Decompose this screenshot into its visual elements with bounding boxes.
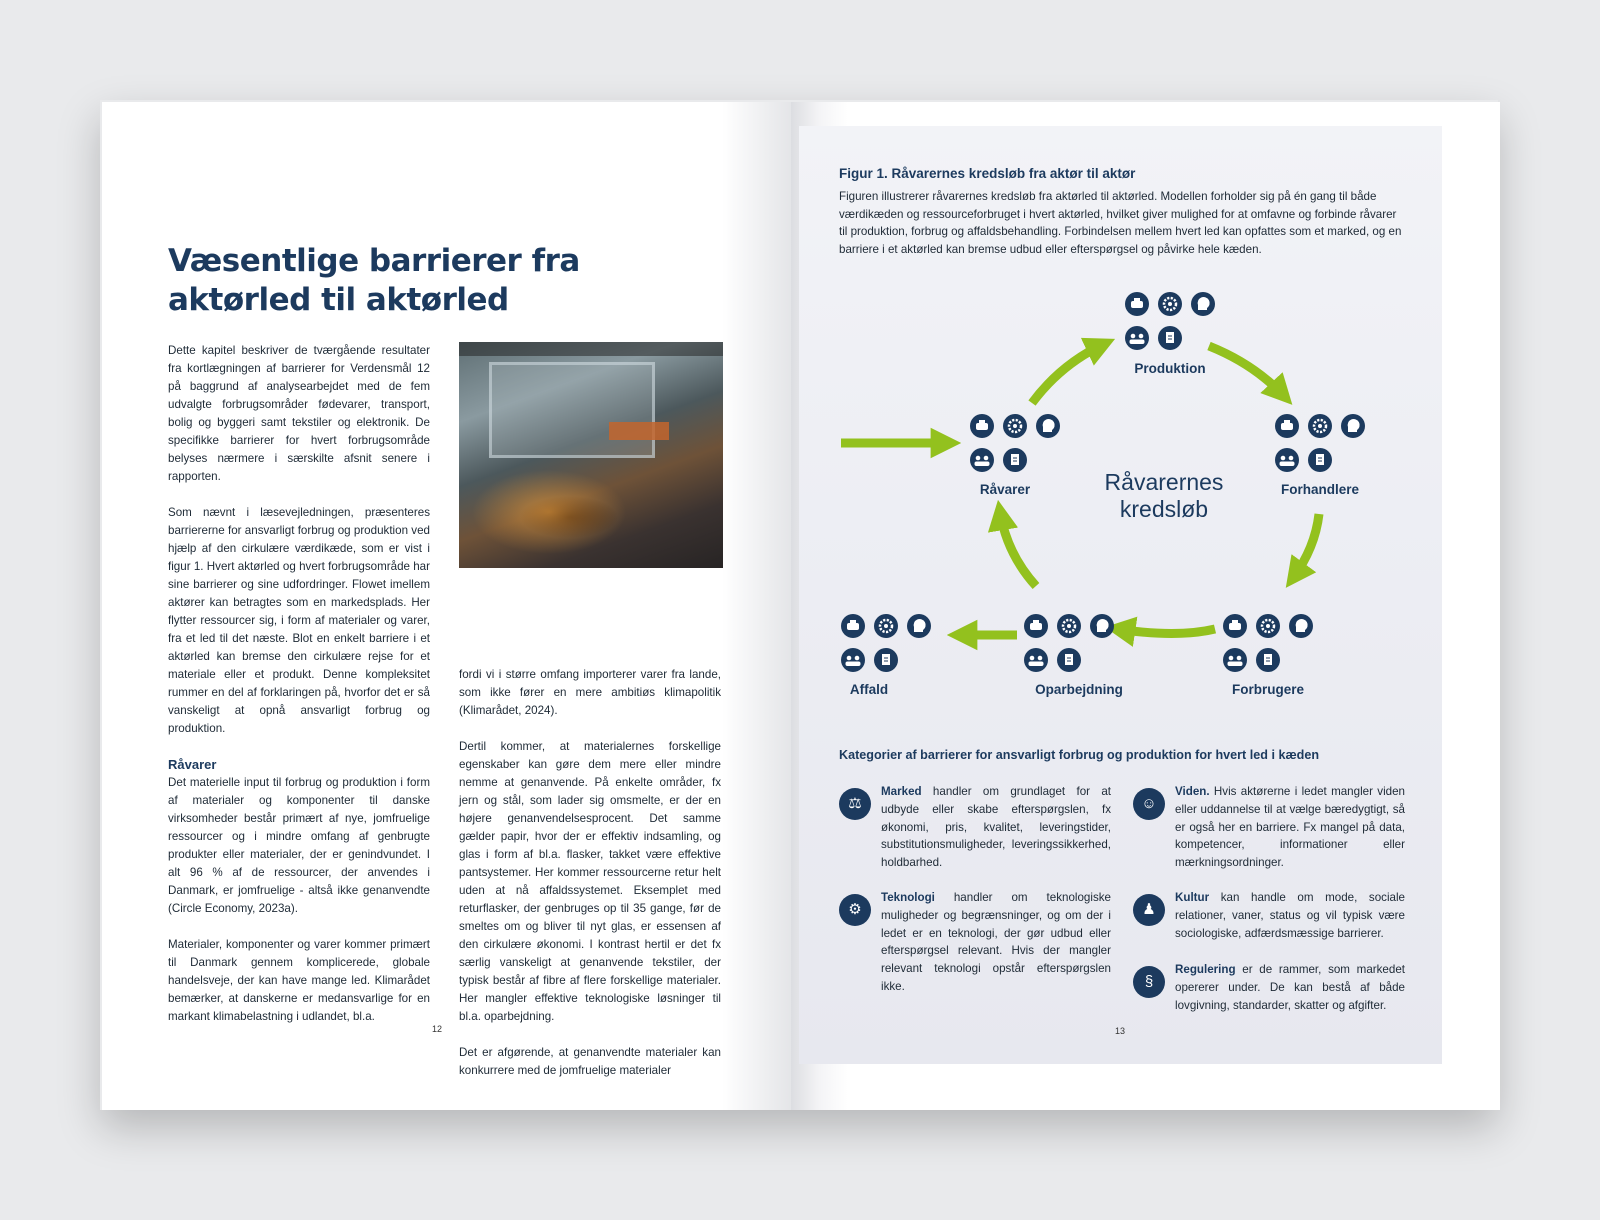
right-page (791, 102, 1500, 1110)
page-number: 12 (432, 1024, 443, 1034)
factory-photo (459, 342, 723, 568)
category-regulering: Regulering er de rammer, som markedet opererer under. De kan bestå af både lovgivning, standarder, skatter og afgifter. (1175, 963, 1405, 1012)
chapter-heading: Væsentlige barrierer fra aktørled til aktørled (168, 243, 580, 318)
paragraph: Materialer, komponenter og varer kommer primært til Danmark gennem komplicerede, globale handelsveje, der kan have mange led. Klimarådet bemærker, at danskerne er medansvarlige for en markant klimabelastning i udlandet, bl.a. (168, 938, 430, 1023)
left-column-2 (459, 666, 721, 1098)
label-affald: Affald (849, 682, 889, 697)
scale-icon: ⚖ (839, 788, 871, 820)
left-page (102, 102, 791, 1110)
paragraph: Dette kapitel beskriver de tværgående resultater fra kortlægningen af barrierer for Verdensmål 12 på baggrund af analysearbejdet med de fem udvalgte forbrugsområder fødevarer, transport, bolig og byggeri samt tekstiler og elektronik. De specifikke barrierer for hvert forbrugsområde belyses nærmere i særskilte afsnit senere i rapporten. (168, 344, 430, 483)
label-produktion: Produktion (1134, 361, 1206, 376)
node-oparbejdning (1024, 614, 1114, 672)
paragraph: Det er afgørende, at genanvendte materialer kan konkurrere med de jomfruelige materialer (459, 1046, 721, 1077)
arrow-forhandlere-forbrugere (1293, 514, 1319, 578)
head-icon: ☺ (1133, 788, 1165, 820)
arrow-oparbejdning-raavarer (1000, 512, 1036, 586)
document-icon: § (1133, 966, 1165, 998)
categories-heading: Kategorier af barrierer for ansvarligt forbrug og produktion for hvert led i kæden (839, 748, 1320, 762)
category-teknologi: Teknologi handler om teknologiske muligheder og begrænsninger, og om der i ledet er en teknologi, der gør udbud eller efterspørgsel relevant. Hvis der mangler relevant teknologi opstår efterspørgslen ikke. (881, 891, 1111, 993)
paragraph: Det materielle input til forbrug og produktion i form af materialer og komponenter til danske virksomheder består primært af nye, jomfruelige ressourcer og i mindre omfang af genbrugte produkter eller materialer, der er genindvundet. I alt 96 % af de ressourcer, der anvendes i Danmark, er jomfruelige - altså ikke genanvendte (Circle Economy, 2023a). (168, 776, 430, 915)
gear-icon: ⚙ (839, 894, 871, 926)
node-affald (841, 614, 931, 672)
center-label-2: kredsløb (1119, 496, 1209, 522)
label-raavarer: Råvarer (979, 482, 1031, 497)
people-icon: ♟ (1133, 894, 1165, 926)
node-produktion (1125, 292, 1215, 350)
left-column-1 (168, 342, 430, 1044)
category-marked: Marked handler om grundlaget for at udbyde eller skabe efterspørgslen, fx økonomi, pris, kvalitet, leveringstider, substitutionsmuligheder, leveringssikkerhed, holdbarhed. (881, 785, 1111, 870)
cycle-diagram (799, 286, 1442, 716)
category-kultur: Kultur kan handle om mode, sociale relationer, vaner, status og vil typisk være sociologiske, adfærdsmæssige barrierer. (1175, 891, 1405, 940)
label-forhandlere: Forhandlere (1280, 482, 1360, 497)
label-oparbejdning: Oparbejdning (1035, 682, 1123, 697)
paragraph: Som nævnt i læsevejledningen, præsenteres barriererne for ansvarligt forbrug og produktion ved hjælp af den cirkulære værdikæde, som er vist i figur 1. Hvert aktørled og hvert forbrugsområde har sine barrierer og sine udfordringer. Flowet imellem aktører kan betragtes som en markedsplads. Her flytter ressourcer sig, i form af materialer og varer, fra et led til det næste. Blot en enkelt barriere i et aktørled kan bremse den cirkulære rejse for et materiale eller et produkt. Denne kompleksitet rummer en del af forklaringen på, hvorfor det er så vanskeligt at opnå ansvarligt forbrug og produktion. (168, 506, 430, 735)
arrow-forbrugere-oparbejdning (1117, 629, 1215, 634)
figure-description: Figuren illustrerer råvarernes kredsløb fra aktørled til aktørled. Modellen forholder sig på én gang til både værdikæden og ressourceforbruget i hvert aktørled, hvilket giver mulighed for at omfavne og forbinde råvarer til produktion, forbrug og affaldsbehandling. Forbindelsen mellem hvert led kan opfattes som et marked, og en barriere i et aktørled kan bremse udbud eller efterspørgsel og påvirke hele kæden. (839, 190, 1402, 256)
node-raavarer (970, 414, 1060, 472)
center-label-1: Råvarernes (1104, 469, 1224, 495)
arrow-raavarer-produktion (1032, 344, 1104, 403)
subheading-raavarer: Råvarer (168, 757, 217, 772)
figure-title: Figur 1. Råvarernes kredsløb fra aktør til aktør (839, 166, 1136, 181)
figure-panel (799, 126, 1442, 1064)
paragraph: fordi vi i større omfang importerer varer fra lande, som ikke fører en mere ambitiøs klimapolitik (Klimarådet, 2024). (459, 668, 721, 717)
node-forbrugere (1223, 614, 1313, 672)
page-number: 13 (1115, 1026, 1126, 1036)
node-forhandlere (1275, 414, 1365, 472)
label-forbrugere: Forbrugere (1231, 682, 1305, 697)
paragraph: Dertil kommer, at materialernes forskellige egenskaber kan gøre dem mere eller mindre nemme at genanvende. På enkelte områder, fx jern og stål, som lader sig omsmelte, er der en højere genanvendelsesprocent. Det samme gælder papir, hvor der er effektiv indsamling, og glas i form af bl.a. flasker, takket være effektive pantsystemer. Her kommer ressourcerne retur helt uden at nå affaldssystemet. Eksemplet med returflasker, der genbruges op til 35 gange, før de smeltes om og bliver til nyt glas, er essensen af den cirkulære økonomi. I kontrast hertil er det fx særlig vanskeligt at genanvende tekstiler, der typisk består af fibre af flere forskellige materialer. Her mangler effektive teknologiske løsninger til bl.a. oparbejdning. (459, 740, 721, 1023)
arrow-produktion-forhandlere (1209, 346, 1284, 396)
category-viden: Viden. Hvis aktørerne i ledet mangler viden eller uddannelse til at vælge bæredygtigt, så er også her en barriere. Fx mangel på data, kompetencer, informationer eller mærkningsordninger. (1175, 785, 1405, 870)
